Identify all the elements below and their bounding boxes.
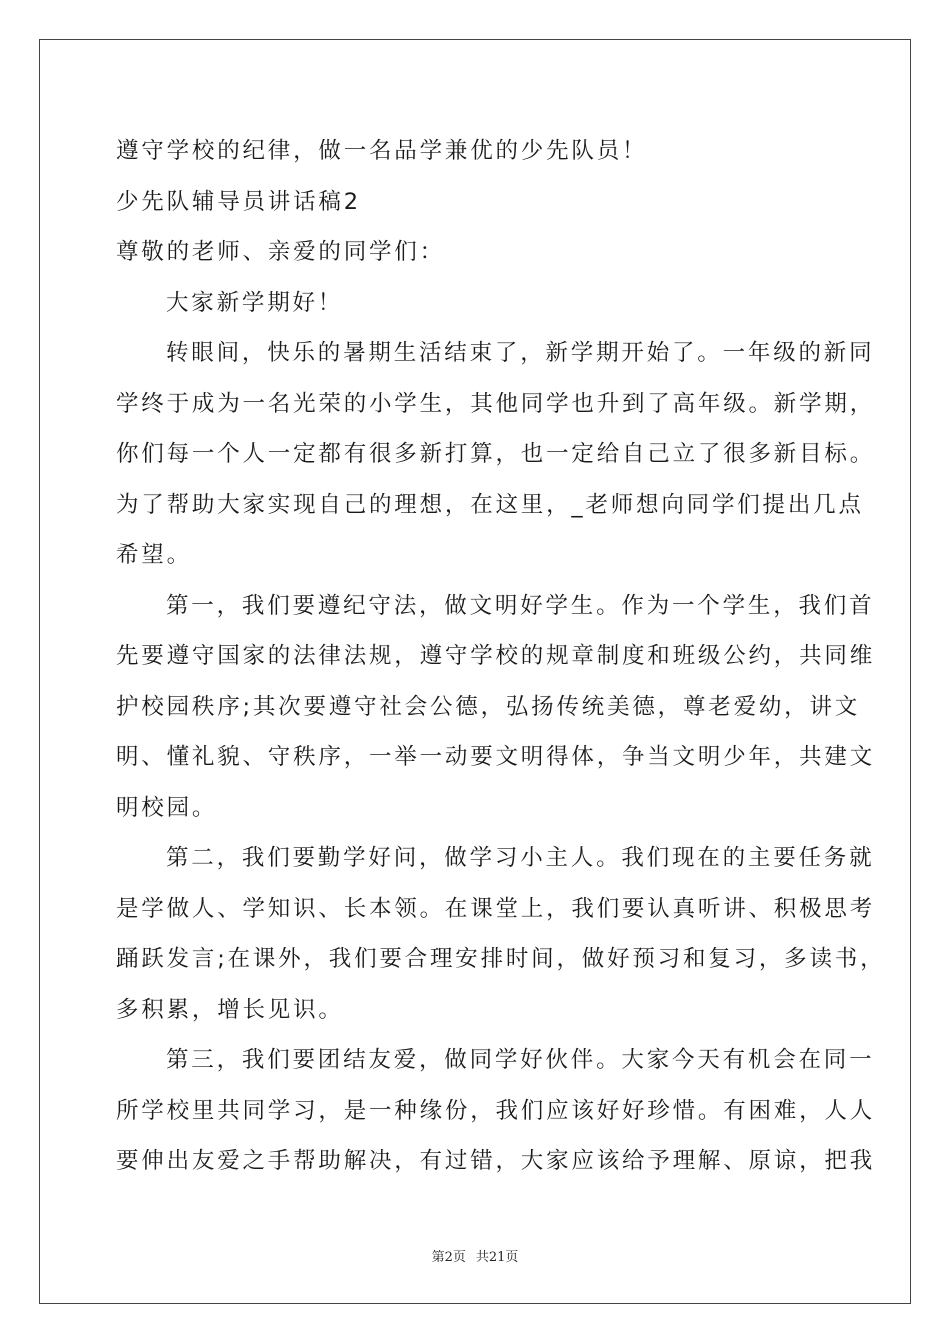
page-footer — [0, 1246, 950, 1265]
section-title: 少先队辅导员讲话稿2 — [116, 188, 361, 215]
paragraph-line: 第三，我们要团结友爱，做同学好伙伴。大家今天有机会在同一 — [166, 1047, 875, 1073]
paragraph-line: 你们每一个人一定都有很多新打算，也一定给自己立了很多新目标。 — [116, 441, 876, 467]
paragraph-line: 第二，我们要勤学好问，做学习小主人。我们现在的主要任务就 — [166, 845, 875, 871]
paragraph-line: 踊跃发言;在课外，我们要合理安排时间，做好预习和复习，多读书， — [116, 946, 886, 972]
paragraph-line: 是学做人、学知识、长本领。在课堂上，我们要认真听讲、积极思考 — [116, 895, 876, 922]
paragraph-line: 明校园。 — [116, 794, 218, 821]
paragraph-line: 为了帮助大家实现自己的理想，在这里，_老师想向同学们提出几点 — [116, 491, 864, 518]
greeting: 大家新学期好！ — [166, 289, 344, 316]
salutation: 尊敬的老师、亲爱的同学们： — [116, 239, 445, 265]
page-total: 共21页 — [475, 1250, 519, 1265]
paragraph-line: 护校园秩序;其次要遵守社会公德，弘扬传统美德，尊老爱幼，讲文 — [116, 693, 861, 720]
text-line: 遵守学校的纪律，做一名品学兼优的少先队员！ — [116, 138, 648, 164]
paragraph-line: 转眼间，快乐的暑期生活结束了，新学期开始了。一年级的新同 — [166, 340, 875, 366]
paragraph-line: 先要遵守国家的法律法规，遵守学校的规章制度和班级公约，共同维 — [116, 643, 876, 669]
document-body — [116, 126, 886, 1187]
paragraph-line: 多积累，增长见识。 — [116, 996, 344, 1023]
page-number: 第2页 — [431, 1250, 466, 1265]
paragraph-line: 所学校里共同学习，是一种缘份，我们应该好好珍惜。有困难，人人 — [116, 1097, 876, 1124]
paragraph-line: 明、懂礼貌、守秩序，一举一动要文明得体，争当文明少年，共建文 — [116, 744, 876, 770]
paragraph-line: 学终于成为一名光荣的小学生，其他同学也升到了高年级。新学期， — [116, 390, 876, 417]
paragraph-line: 第一，我们要遵纪守法，做文明好学生。作为一个学生，我们首 — [166, 592, 875, 619]
paragraph-line: 要伸出友爱之手帮助解决，有过错，大家应该给予理解、原谅，把我 — [116, 1148, 876, 1174]
paragraph-line: 希望。 — [116, 542, 192, 568]
